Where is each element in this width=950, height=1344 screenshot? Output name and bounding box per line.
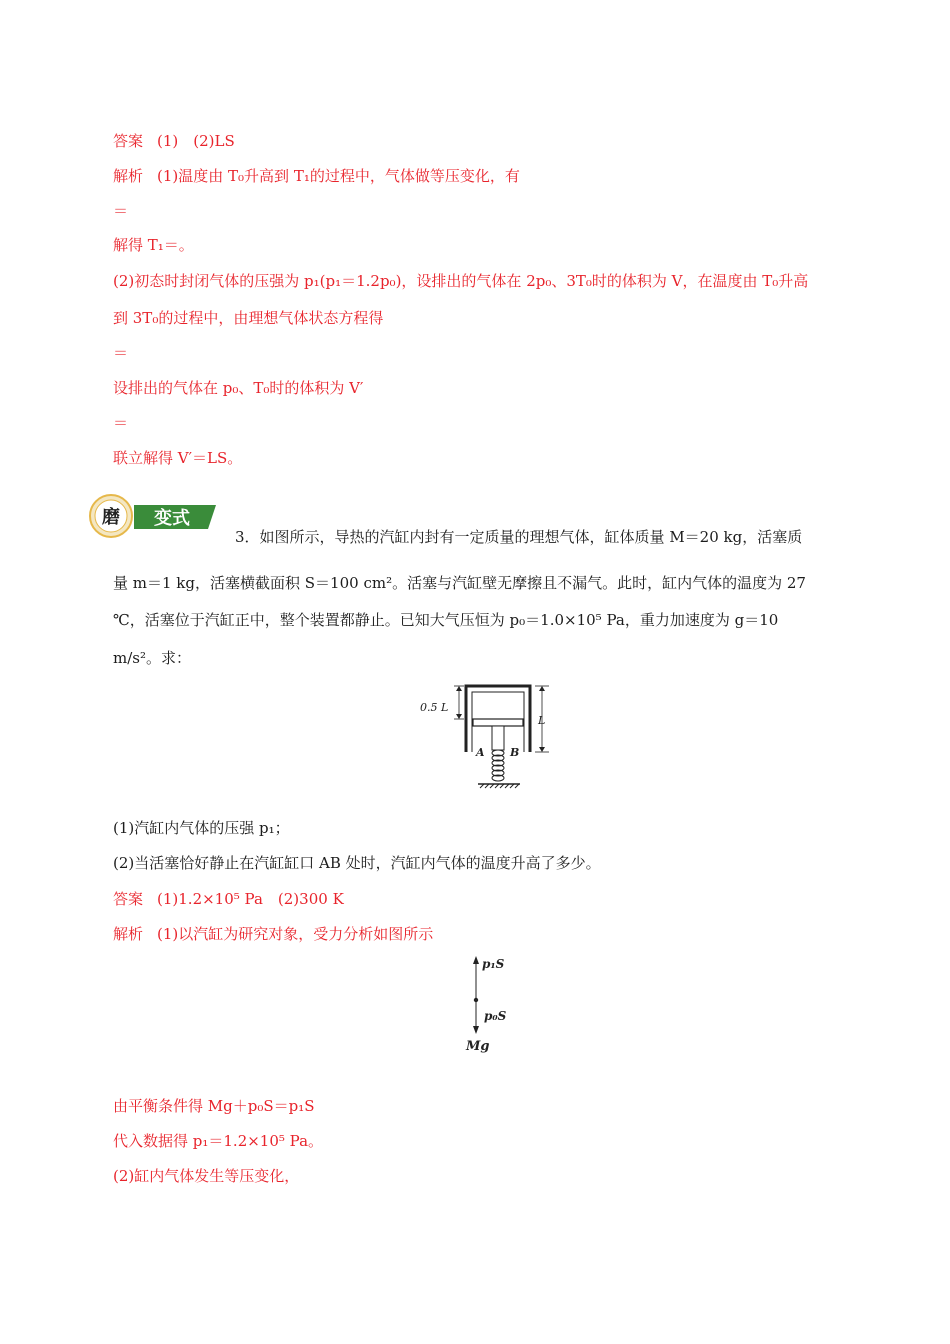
analysis-text: (1)温度由 T₀升高到 T₁的过程中，气体做等压变化，有 <box>157 167 520 185</box>
badge-char: 磨 <box>102 507 120 528</box>
problem-line-2: 量 m＝1 kg，活塞横截面积 S＝100 cm²。活塞与汽缸壁无摩擦且不漏气。此时，缸内气体的温度为 27 <box>113 574 806 592</box>
variant-badge <box>88 493 223 539</box>
answer-line-1 <box>113 131 235 151</box>
equation-3: ＝ <box>113 414 129 432</box>
equation-1: ＝ <box>113 202 129 220</box>
label-b: B <box>510 746 520 759</box>
label-half-l: 0.5 L <box>420 701 449 714</box>
equation-2: ＝ <box>113 344 129 362</box>
analysis-line-3b: 到 3T₀的过程中，由理想气体状态方程得 <box>113 309 384 327</box>
answer-body: (1) (2)LS <box>157 132 235 150</box>
answer-line-2 <box>113 889 344 909</box>
question-1: (1)汽缸内气体的压强 p₁； <box>113 819 290 837</box>
analysis-tag: 解析 <box>113 167 144 185</box>
problem-line-3: ℃，活塞位于汽缸正中，整个装置都静止。已知大气压恒为 p₀＝1.0×10⁵ Pa，重力加速度为 g＝10 <box>113 611 779 629</box>
force-diagram <box>460 952 530 1056</box>
badge-label: 变式 <box>154 508 190 529</box>
label-a: A <box>476 746 485 759</box>
analysis-line-2: 解得 T₁＝。 <box>113 236 194 254</box>
question-2: (2)当活塞恰好静止在汽缸缸口 AB 处时，汽缸内气体的温度升高了多少。 <box>113 854 601 872</box>
analysis-text: (1)以汽缸为研究对象，受力分析如图所示 <box>157 925 434 943</box>
analysis-tag: 解析 <box>113 925 144 943</box>
label-l: L <box>538 714 546 727</box>
analysis-line-5: 联立解得 V′＝LS。 <box>113 449 243 467</box>
label-mg: Mg <box>466 1039 490 1054</box>
analysis-line-1 <box>113 166 520 186</box>
analysis-line-6 <box>113 924 433 944</box>
cylinder-figure <box>412 680 562 792</box>
analysis-line-9: (2)缸内气体发生等压变化， <box>113 1167 300 1185</box>
problem-line-1: 3．如图所示，导热的汽缸内封有一定质量的理想气体，缸体质量 M＝20 kg，活塞质 <box>235 528 803 546</box>
analysis-line-7: 由平衡条件得 Mg＋p₀S＝p₁S <box>113 1097 315 1115</box>
answer-tag: 答案 <box>113 890 144 908</box>
label-p0s: p₀S <box>484 1009 507 1023</box>
analysis-line-8: 代入数据得 p₁＝1.2×10⁵ Pa。 <box>113 1132 324 1150</box>
analysis-line-3a: (2)初态时封闭气体的压强为 p₁(p₁＝1.2p₀)，设排出的气体在 2p₀、3T₀时的体积为 V，在温度由 T₀升高 <box>113 272 809 290</box>
analysis-line-4: 设排出的气体在 p₀、T₀时的体积为 V′ <box>113 379 364 397</box>
answer-tag: 答案 <box>113 132 144 150</box>
answer-body: (1)1.2×10⁵ Pa (2)300 K <box>157 890 344 908</box>
label-p1s: p₁S <box>482 957 505 971</box>
problem-line-4: m/s²。求： <box>113 649 191 667</box>
